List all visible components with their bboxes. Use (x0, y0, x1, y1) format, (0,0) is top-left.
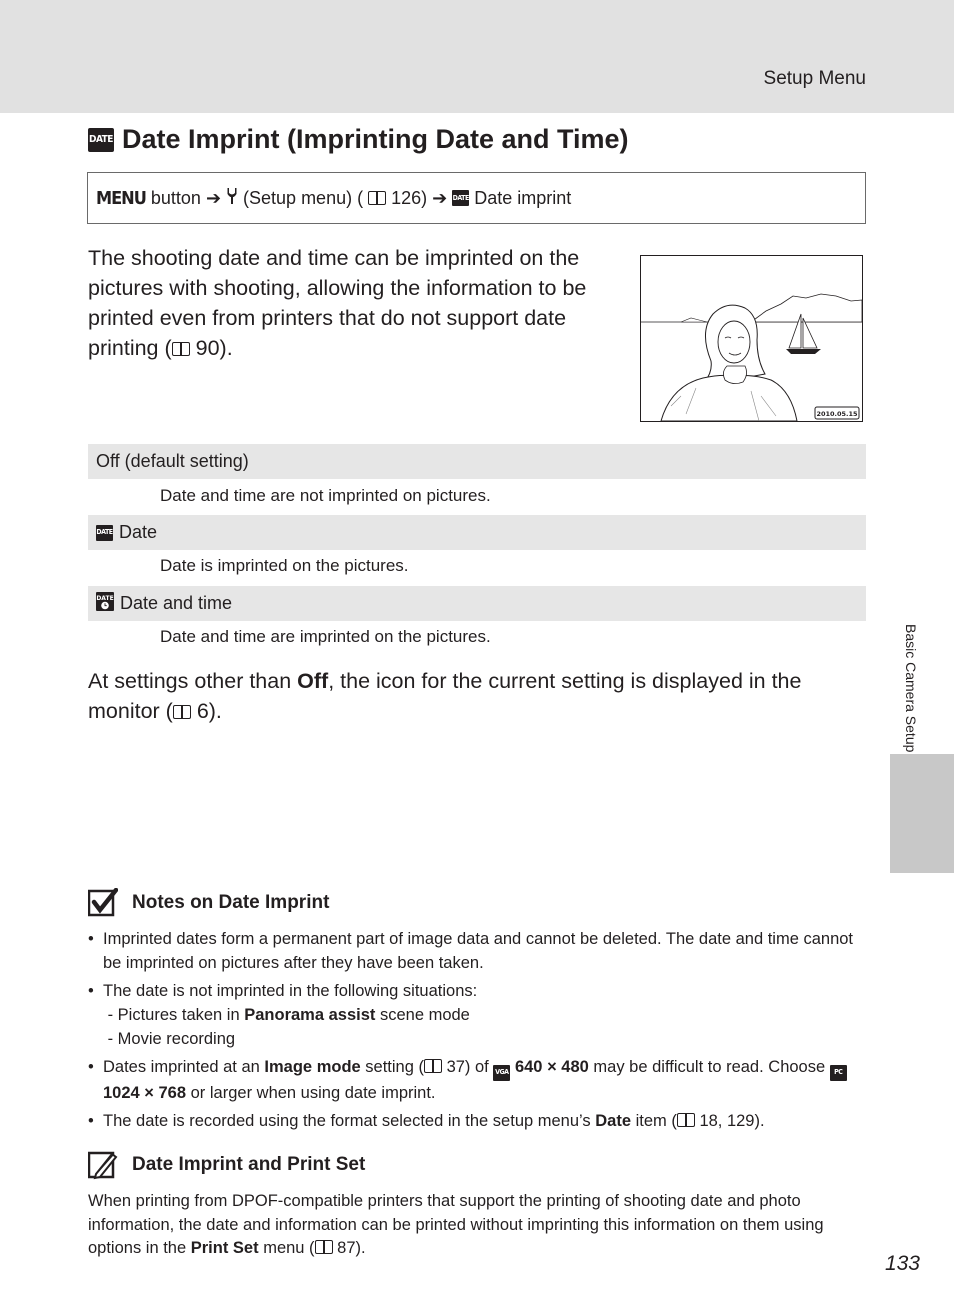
menu-path-page-ref: 126) (391, 187, 428, 208)
option-date (88, 515, 866, 550)
option-date-and-time-label: Date and time (120, 593, 233, 613)
menu-path-button-text: button (150, 187, 201, 208)
note-bold: Image mode (264, 1058, 361, 1076)
section-name: Setup Menu (763, 68, 866, 89)
book-reference-icon (424, 1059, 442, 1073)
option-date-and-time-description: Date and time are imprinted on the pictures. (160, 627, 491, 646)
settings-note-paragraph (88, 666, 868, 726)
option-off (88, 444, 866, 479)
note-text: The date is not imprinted in the following situations: (103, 982, 478, 1000)
arrow-icon: ➔ (432, 187, 448, 208)
intro-text: The shooting date and time can be imprinted on the pictures with shooting, allowing the information to be printed even from printers that do not support date printing ( (88, 246, 587, 360)
settings-note-text-2: , the icon for the current setting is displayed in the monitor ( (88, 669, 802, 723)
wrench-icon (226, 187, 238, 210)
print-set-text-2: menu ( (258, 1239, 315, 1257)
sub-text: - Pictures taken in (107, 1006, 245, 1024)
note-text: may be difficult to read. Choose (588, 1058, 830, 1076)
option-date-label: Date (119, 522, 158, 542)
page-title (88, 124, 629, 155)
note-text: or larger when using date imprint. (186, 1083, 436, 1102)
menu-path-item: Date imprint (474, 187, 572, 208)
note-text: item ( (631, 1111, 677, 1130)
book-reference-icon (172, 342, 190, 356)
sub-list-item (103, 1006, 470, 1024)
sample-photo-illustration (640, 255, 863, 422)
page-title-text: Date Imprint (Imprinting Date and Time) (122, 124, 629, 154)
list-item (88, 1109, 868, 1133)
note-text: Imprinted dates form a permanent part of image data and cannot be deleted. The date and time cannot be imprinted on pictures after they have been taken. (103, 930, 854, 972)
book-reference-icon (368, 191, 386, 205)
intro-paragraph (88, 243, 618, 363)
photo-date-stamp: 2010.05.15 (816, 410, 858, 418)
menu-path (87, 172, 866, 224)
note-text: The date is recorded using the format selected in the setup menu’s (103, 1111, 596, 1130)
print-set-heading (88, 1150, 365, 1180)
settings-note-ref: 6). (196, 699, 222, 723)
option-date-description: Date is imprinted on the pictures. (160, 556, 409, 575)
page-number: 133 (884, 1252, 920, 1275)
svg-text:DATE: DATE (96, 594, 114, 602)
option-off-label: Off (default setting) (96, 451, 249, 471)
pencil-icon (88, 1150, 118, 1180)
sub-bold: Panorama assist (244, 1006, 376, 1024)
vga-size-icon: VGA (493, 1065, 510, 1081)
date-and-time-icon (96, 592, 114, 616)
notes-heading (88, 888, 329, 918)
notes-heading-text: Notes on Date Imprint (132, 892, 330, 913)
book-reference-icon (315, 1240, 333, 1254)
note-text: 37) of (446, 1058, 494, 1076)
print-set-ref: 87). (337, 1239, 366, 1257)
notes-list (88, 927, 868, 1137)
book-reference-icon (173, 705, 191, 719)
note-bold: 640 × 480 (514, 1058, 589, 1076)
pc-size-icon: PC (830, 1065, 847, 1081)
list-item (88, 1055, 868, 1105)
menu-button-icon: MENU (96, 187, 146, 209)
print-set-paragraph (88, 1190, 868, 1261)
book-reference-icon (677, 1113, 695, 1127)
arrow-icon: ➔ (205, 187, 222, 208)
list-item (88, 927, 868, 975)
option-date-and-time (88, 586, 866, 621)
sub-list-item (103, 1030, 235, 1048)
settings-note-text: At settings other than (88, 669, 298, 693)
print-set-bold: Print Set (190, 1239, 259, 1257)
date-imprint-icon: DATE (452, 190, 469, 206)
list-item (88, 979, 868, 1051)
note-text: Dates imprinted at an (103, 1058, 265, 1076)
note-bold: Date (595, 1111, 631, 1130)
date-imprint-icon: DATE (88, 128, 114, 152)
option-off-description: Date and time are not imprinted on pictures. (160, 486, 491, 505)
menu-path-setup-text: (Setup menu) ( (243, 187, 364, 208)
note-text: 18, 129). (699, 1111, 765, 1130)
chapter-side-label: Basic Camera Setup (903, 624, 919, 753)
sub-text: - Movie recording (107, 1030, 236, 1048)
sub-text: scene mode (375, 1006, 470, 1024)
note-text: setting ( (360, 1058, 424, 1076)
settings-note-bold: Off (297, 669, 329, 693)
print-set-text: When printing from DPOF-compatible printers that support the printing of shooting date and photo information, the date and information can be printed without imprinting this information on them using options in the (88, 1192, 824, 1257)
checkmark-icon (88, 888, 118, 918)
print-set-heading-text: Date Imprint and Print Set (132, 1154, 366, 1175)
note-bold: 1024 × 768 (103, 1083, 187, 1102)
date-icon: DATE (96, 525, 113, 541)
header-band (0, 0, 954, 113)
intro-ref: 90). (195, 336, 233, 360)
